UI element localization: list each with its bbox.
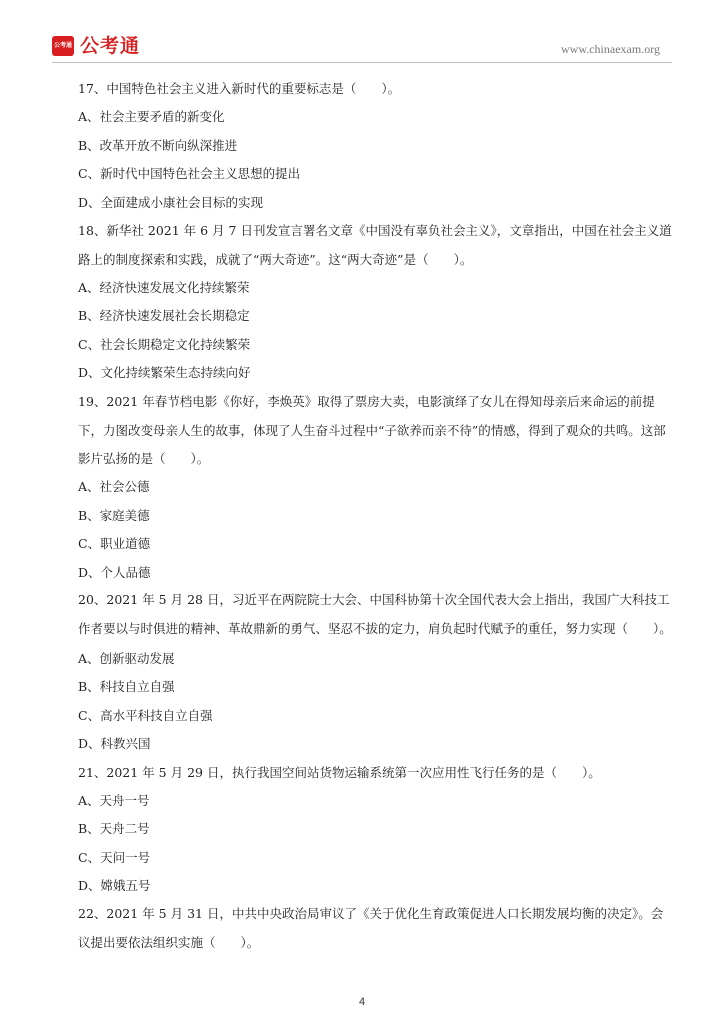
header-divider [52, 62, 672, 63]
question-22-stem: 22、2021 年 5 月 31 日，中共中央政治局审议了《关于优化生育政策促进人口长期发展均衡的决定》。会议提出要依法组织实施（ ）。 [78, 906, 664, 950]
question-17-option-d: D、全面建成小康社会目标的实现 [78, 195, 264, 210]
question-17-stem: 17、中国特色社会主义进入新时代的重要标志是（ ）。 [78, 81, 401, 96]
page-number: 4 [358, 996, 366, 1008]
question-21-option-b: B、天舟二号 [78, 821, 150, 836]
question-18-option-b: B、经济快速发展社会长期稳定 [78, 308, 250, 323]
question-18-option-a: A、经济快速发展文化持续繁荣 [78, 280, 250, 295]
question-19-option-b: B、家庭美德 [78, 508, 150, 523]
question-18-option-d: D、文化持续繁荣生态持续向好 [78, 365, 251, 380]
page-header [52, 34, 672, 64]
question-18-stem: 18、新华社 2021 年 6 月 7 日刊发宣言署名文章《中国没有辜负社会主义》，文章指出，中国在社会主义道路上的制度探索和实践，成就了“两大奇迹”。这“两大奇迹”是（ ）。 [78, 223, 672, 267]
question-19-option-a: A、社会公德 [78, 479, 150, 494]
logo-icon: 公考通 [52, 36, 74, 56]
question-21-option-c: C、天问一号 [78, 850, 151, 865]
question-21-option-a: A、天舟一号 [78, 793, 150, 808]
question-21-option-d: D、嫦娥五号 [78, 878, 151, 893]
question-20-option-d: D、科教兴国 [78, 736, 151, 751]
question-19-stem: 19、2021 年春节档电影《你好，李焕英》取得了票房大卖，电影演绎了女儿在得知母亲后来命运的前提下，力图改变母亲人生的故事，体现了人生奋斗过程中“子欲养而亲不待”的情感，得到了观众的共鸣。这部影片弘扬的是（ ）。 [78, 394, 666, 466]
site-url: www.chinaexam.org [561, 42, 660, 56]
question-21-stem: 21、2021 年 5 月 29 日，执行我国空间站货物运输系统第一次应用性飞行任务的是（ ）。 [78, 765, 601, 780]
question-20-option-c: C、高水平科技自立自强 [78, 708, 213, 723]
question-20-stem: 20、2021 年 5 月 28 日，习近平在两院院士大会、中国科协第十次全国代表大会上指出，我国广大科技工作者要以与时俱进的精神、革故鼎新的勇气、坚忍不拔的定力，肩负起时代赋予的重任，努力实现（ ）。 [78, 592, 672, 636]
question-17-option-a: A、社会主要矛盾的新变化 [78, 109, 225, 124]
question-20-option-a: A、创新驱动发展 [78, 651, 175, 666]
question-17-option-c: C、新时代中国特色社会主义思想的提出 [78, 166, 301, 181]
question-18-option-c: C、社会长期稳定文化持续繁荣 [78, 337, 251, 352]
question-20-option-b: B、科技自立自强 [78, 679, 175, 694]
question-19-option-d: D、个人品德 [78, 565, 151, 580]
question-19-option-c: C、职业道德 [78, 536, 151, 551]
question-17-option-b: B、改革开放不断向纵深推进 [78, 138, 238, 153]
brand-name: 公考通 [80, 35, 141, 57]
